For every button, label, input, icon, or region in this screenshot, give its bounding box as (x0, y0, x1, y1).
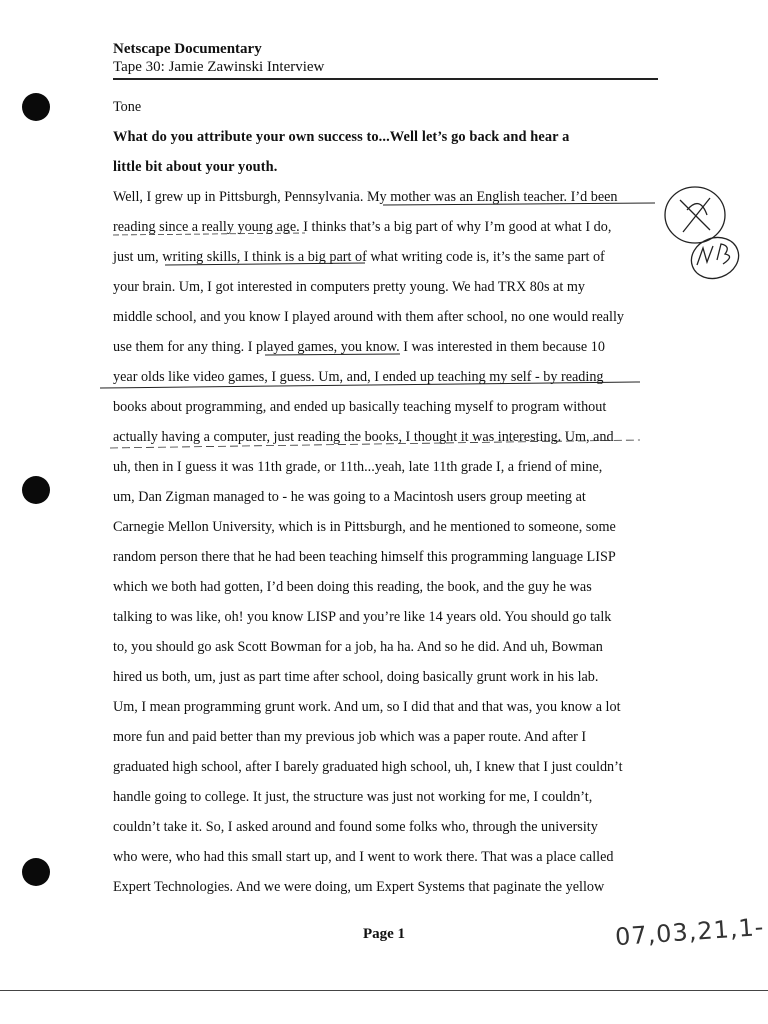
transcript-line: reading since a really young age. I thinks that’s a big part of why I’m good at what I do, (113, 219, 612, 235)
transcript-line: Um, I mean programming grunt work. And um, so I did that and that was, you know a lot (113, 699, 621, 715)
document-header (113, 40, 658, 76)
transcript-line: graduated high school, after I barely graduated high school, uh, I knew that I just couldn’t (113, 759, 623, 775)
transcript-line: books about programming, and ended up basically teaching myself to program without (113, 399, 607, 415)
interview-question-line: What do you attribute your own success to...Well let’s go back and hear a (113, 129, 570, 145)
transcript-line: your brain. Um, I got interested in computers pretty young. We had TRX 80s at my (113, 279, 585, 295)
transcript-line: just um, writing skills, I think is a big part of what writing code is, it’s the same part of (113, 249, 605, 265)
transcript-line: year olds like video games, I guess. Um, and, I ended up teaching my self - by reading (113, 369, 604, 385)
document-subtitle: Tape 30: Jamie Zawinski Interview (113, 59, 325, 75)
interview-question-line: little bit about your youth. (113, 159, 278, 175)
initials-scribble-icon (655, 180, 750, 290)
transcript-line: which we both had gotten, I’d been doing this reading, the book, and the guy he was (113, 579, 592, 595)
page-number: Page 1 (362, 926, 406, 942)
handwritten-code: 07,03,21,1- (614, 912, 766, 952)
transcript-line: to, you should go ask Scott Bowman for a job, ha ha. And so he did. And uh, Bowman (113, 639, 603, 655)
punch-hole (22, 858, 50, 886)
transcript-line: talking to was like, oh! you know LISP and you’re like 14 years old. You should go talk (113, 609, 612, 625)
transcript-line: um, Dan Zigman managed to - he was going to a Macintosh users group meeting at (113, 489, 586, 505)
punch-hole (22, 93, 50, 121)
transcript-line: actually having a computer, just reading the books, I thought it was interesting. Um, and (113, 429, 614, 445)
transcript-line: couldn’t take it. So, I asked around and found some folks who, through the university (113, 819, 598, 835)
transcript-line: uh, then in I guess it was 11th grade, or 11th...yeah, late 11th grade I, a friend of mine, (113, 459, 603, 475)
transcript-line: more fun and paid better than my previous job which was a paper route. And after I (113, 729, 587, 745)
transcript-line: Expert Technologies. And we were doing, um Expert Systems that paginate the yellow (113, 879, 605, 895)
tone-label: Tone (113, 99, 142, 115)
document-title: Netscape Documentary (113, 41, 262, 57)
bottom-divider (0, 990, 768, 991)
transcript-body (113, 92, 658, 902)
transcript-line: handle going to college. It just, the structure was just not working for me, I couldn’t, (113, 789, 593, 805)
transcript-line: use them for any thing. I played games, you know. I was interested in them because 10 (113, 339, 605, 355)
header-divider (113, 78, 658, 80)
transcript-line: who were, who had this small start up, and I went to work there. That was a place called (113, 849, 614, 865)
transcript-line: Carnegie Mellon University, which is in Pittsburgh, and he mentioned to someone, some (113, 519, 616, 535)
transcript-line: Well, I grew up in Pittsburgh, Pennsylvania. My mother was an English teacher. I’d been (113, 189, 618, 205)
transcript-line: hired us both, um, just as part time after school, doing basically grunt work in his lab. (113, 669, 599, 685)
transcript-line: middle school, and you know I played around with them after school, no one would really (113, 309, 625, 325)
punch-hole (22, 476, 50, 504)
transcript-line: random person there that he had been teaching himself this programming language LISP (113, 549, 616, 565)
